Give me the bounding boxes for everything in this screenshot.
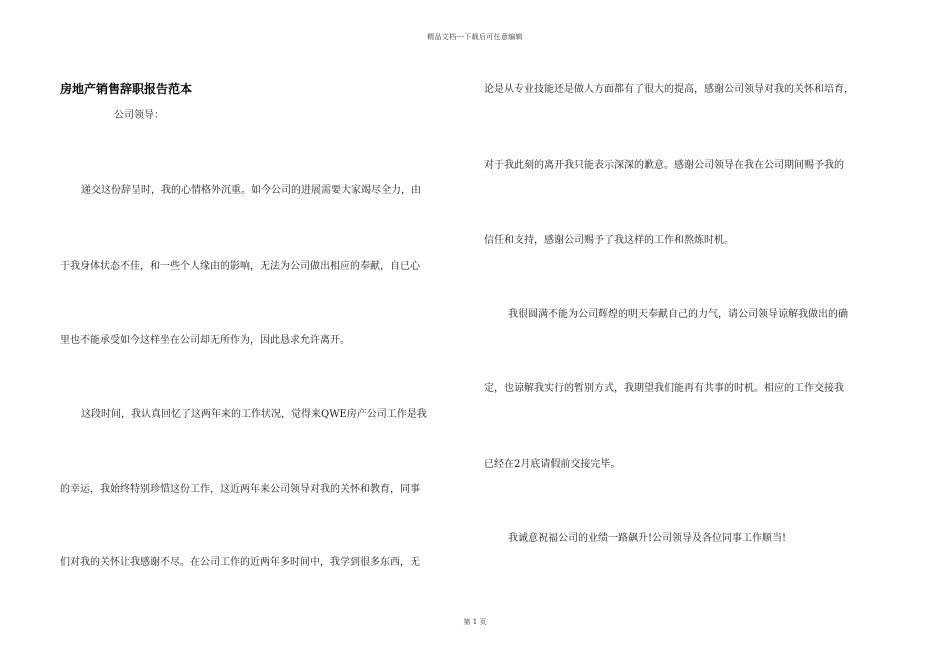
left-line-3: 里也不能承受如今这样坐在公司却无所作为，因此恳求允许离开。 — [60, 335, 350, 346]
right-line-7: 我诚意祝福公司的业绩一路飙升!公司领导及各位同事工作顺当! — [508, 533, 787, 544]
document-title: 房地产销售辞职报告范本 — [60, 82, 193, 96]
left-line-5: 的幸运，我始终特别珍惜这份工作，这近两年来公司领导对我的关怀和教育，同事 — [60, 484, 420, 495]
right-line-4: 我很圆满不能为公司辉煌的明天奉献自己的力气，请公司领导谅解我做出的确 — [508, 309, 848, 320]
left-line-4: 这段时间，我认真回忆了这两年来的工作状况，觉得来QWE房产公司工作是我 — [81, 409, 427, 420]
header-note: 精品文档---下载后可任意编辑 — [427, 33, 523, 41]
left-line-2: 于我身体状态不佳，和一些个人缘由的影响，无法为公司做出相应的奉献，自已心 — [60, 261, 420, 272]
right-line-3: 信任和支持，感谢公司赐予了我这样的工作和熬炼时机。 — [484, 235, 734, 246]
page-footer: 第 1 页 — [463, 618, 487, 626]
salutation: 公司领导： — [114, 110, 164, 121]
right-line-1: 论是从专业技能还是做人方面都有了很大的提高，感谢公司领导对我的关怀和培育， — [484, 84, 854, 95]
left-line-1: 递交这份辞呈时，我的心情格外沉重。如今公司的进展需要大家竭尽全力，由 — [81, 185, 421, 196]
left-line-6: 们对我的关怀让我感谢不尽。在公司工作的近两年多时间中，我学到很多东西，无 — [60, 557, 420, 568]
right-line-2: 对于我此刻的离开我只能表示深深的歉意。感谢公司领导在我在公司期间赐予我的 — [484, 160, 844, 171]
right-line-6: 已经在2月底请假前交接完毕。 — [484, 459, 621, 470]
right-line-5: 定，也谅解我实行的暂别方式，我期望我们能再有共事的时机。相应的工作交接我 — [484, 383, 844, 394]
